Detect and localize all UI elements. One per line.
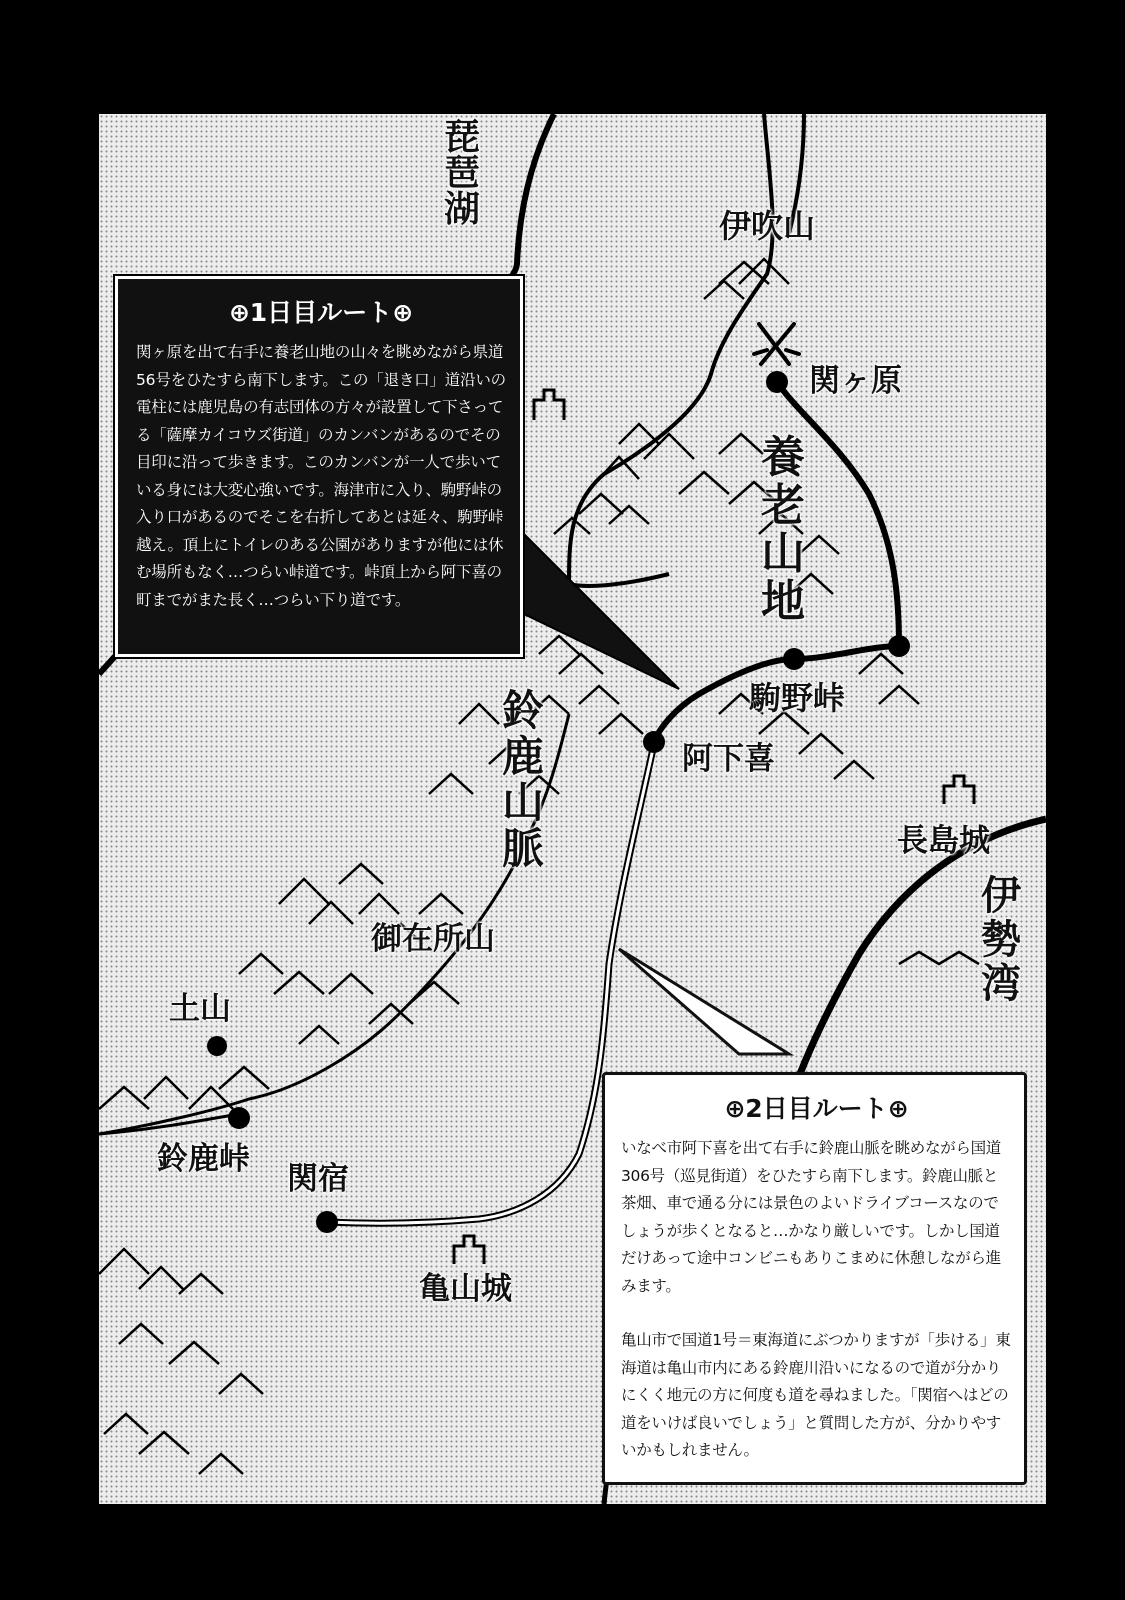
day1-route-title: ⊕1日目ルート⊕ <box>228 298 414 327</box>
label-seki-juku: 関宿 <box>287 1161 349 1197</box>
label-yoro-range: 養 老 山 地 <box>761 432 805 627</box>
label-tsuchiyama: 土山 <box>169 991 231 1027</box>
day2-route-box <box>602 1072 1027 1485</box>
label-ibuki-mountain: 伊吹山 <box>719 207 816 245</box>
label-suzuka-range: 鈴 鹿 山 脈 <box>501 686 544 873</box>
yoro-range-outline <box>569 114 773 586</box>
label-ise-bay: 伊 勢 湾 <box>981 873 1021 1007</box>
label-komano-pass: 駒野峠 <box>749 679 846 717</box>
day2-route-text-1: いなべ市阿下喜を出て右手に鈴鹿山脈を眺めながら国道306号（巡見街道）をひたすら南下します。鈴鹿山脈と茶畑、車で通る分には景色のよいドライブコースなのでしょうが歩くとなると…かなり厳しいです。しかし国道だけあって途中コンビニもありこまめに休憩しながら進みます。 <box>621 1139 1002 1295</box>
label-kameyama-castle: 亀山城 <box>419 1271 512 1307</box>
day2-route-title: ⊕2日目ルート⊕ <box>724 1094 909 1123</box>
label-agegi: 阿下喜 <box>682 741 775 777</box>
label-suzuka-pass: 鈴鹿峠 <box>157 1141 250 1177</box>
label-sekigahara: 関ヶ原 <box>809 363 902 399</box>
day2-route-text-2: 亀山市で国道1号＝東海道にぶつかりますが「歩ける」東海道は亀山市内にある鈴鹿川沿いになるので道が分かりにくく地元の方に何度も道を尋ねました。「関宿へはどの道をいけば良いでしょう」と質問した方が、分かりやすいかもしれません。 <box>621 1331 1011 1459</box>
label-lake-biwa: 琵 琶 湖 <box>444 117 481 230</box>
day1-route-box <box>115 276 523 657</box>
label-nagashima-castle: 長島城 <box>897 823 990 859</box>
day1-route-text: 関ヶ原を出て右手に養老山地の山々を眺めながら県道56号をひたすら南下します。この「退き口」道沿いの電柱には鹿児島の有志団体の方々が設置して下さってる「薩摩カイコウズ街道」のカンバンがあるのでその目印に沿って歩きます。このカンバンが一人で歩いている身には大変心強いです。海津市に入り、駒野峠の入り口があるのでそこを右折してあとは延々、駒野峠越え。頂上にトイレのある公園がありますが他には休む場所もなく…つらい峠道です。峠頂上から阿下喜の町までがまた長く…つらい下り道です。 <box>136 343 506 609</box>
day1-callout-pointer <box>524 534 679 689</box>
day2-callout-pointer <box>619 949 789 1054</box>
crossed-swords-icon <box>754 324 799 364</box>
label-gozaisho-mountain: 御在所山 <box>371 921 495 957</box>
suzuka-pass-road <box>99 1114 239 1134</box>
